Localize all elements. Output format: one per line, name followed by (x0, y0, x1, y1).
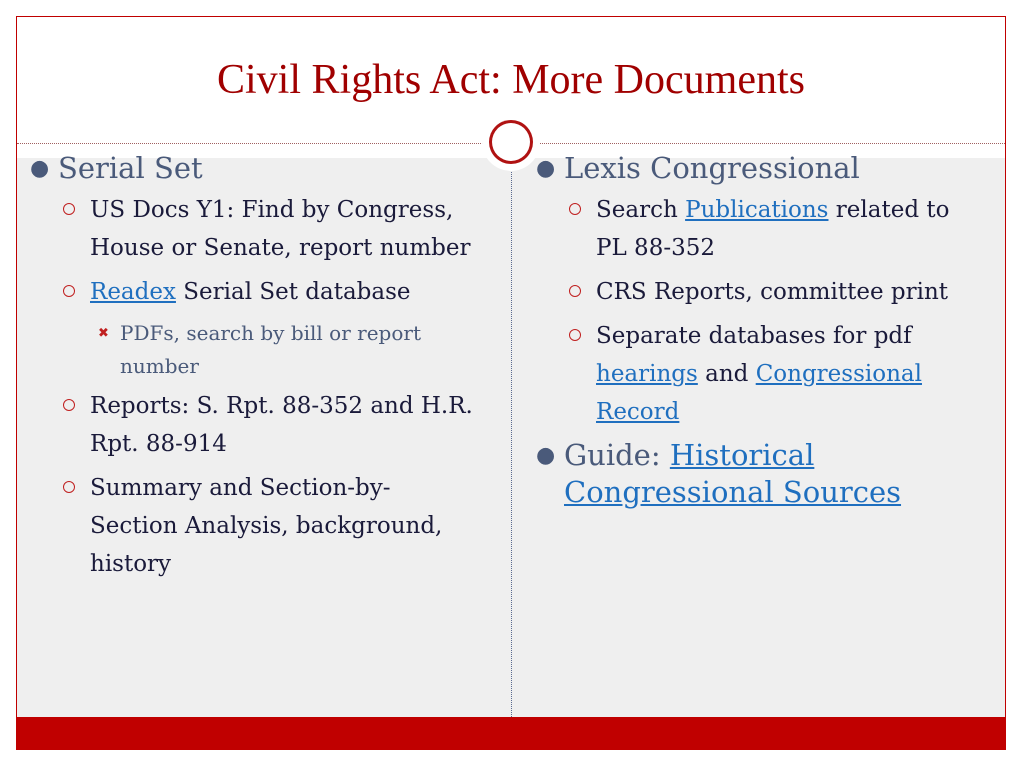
readex-link[interactable]: Readex (90, 279, 176, 305)
ring-bullet-icon (63, 399, 75, 411)
ring-bullet-icon (569, 329, 581, 341)
bowtie-bullet-icon: ✖ (98, 326, 109, 341)
publications-link[interactable]: Publications (685, 197, 829, 223)
bullet-icon: ● (536, 156, 556, 181)
slide-footer (17, 717, 1005, 750)
slide-title: Civil Rights Act: More Documents (217, 57, 805, 103)
list-item-readex (24, 273, 474, 311)
search-suffix-text: related to PL 88-352 (596, 197, 950, 261)
list-item-pdfs (24, 317, 474, 383)
list-item-us-docs (24, 191, 474, 267)
guide-prefix-text: Guide: (564, 438, 670, 472)
us-docs-text: US Docs Y1: Find by Congress, House or Senate, report number (90, 197, 471, 261)
hearings-link[interactable]: hearings (596, 361, 698, 387)
congressional-record-link[interactable]: Congressional Record (596, 361, 922, 425)
ring-bullet-icon (63, 285, 75, 297)
and-text: and (697, 361, 756, 387)
reports-text: Reports: S. Rpt. 88-352 and H.R. Rpt. 88-914 (90, 393, 473, 457)
list-item-separate-databases (530, 317, 970, 431)
crs-text: CRS Reports, committee print (596, 279, 948, 305)
ring-bullet-icon (569, 285, 581, 297)
separate-prefix-text: Separate databases for pdf (596, 323, 912, 349)
search-prefix-text: Search (596, 197, 686, 223)
list-item-serial-set (24, 150, 474, 187)
lexis-text: Lexis Congressional (564, 151, 860, 185)
readex-rest-text: Serial Set database (175, 279, 411, 305)
ring-bullet-icon (569, 203, 581, 215)
pdfs-text: PDFs, search by bill or report number (120, 321, 421, 378)
left-column (24, 150, 474, 589)
serial-set-text: Serial Set (58, 151, 203, 185)
summary-text: Summary and Section-by-Section Analysis, background, history (90, 475, 443, 577)
list-item-crs (530, 273, 970, 311)
bullet-icon: ● (536, 443, 556, 468)
bullet-icon: ● (30, 156, 50, 181)
list-item-reports (24, 387, 474, 463)
column-divider (511, 158, 512, 717)
ring-ornament-center (492, 123, 530, 161)
list-item-guide (530, 437, 970, 511)
list-item-summary (24, 469, 474, 583)
list-item-search-publications (530, 191, 970, 267)
ring-bullet-icon (63, 203, 75, 215)
ring-bullet-icon (63, 481, 75, 493)
list-item-lexis (530, 150, 970, 187)
historical-sources-link[interactable]: Historical Congressional Sources (564, 438, 902, 509)
right-column (530, 150, 970, 515)
